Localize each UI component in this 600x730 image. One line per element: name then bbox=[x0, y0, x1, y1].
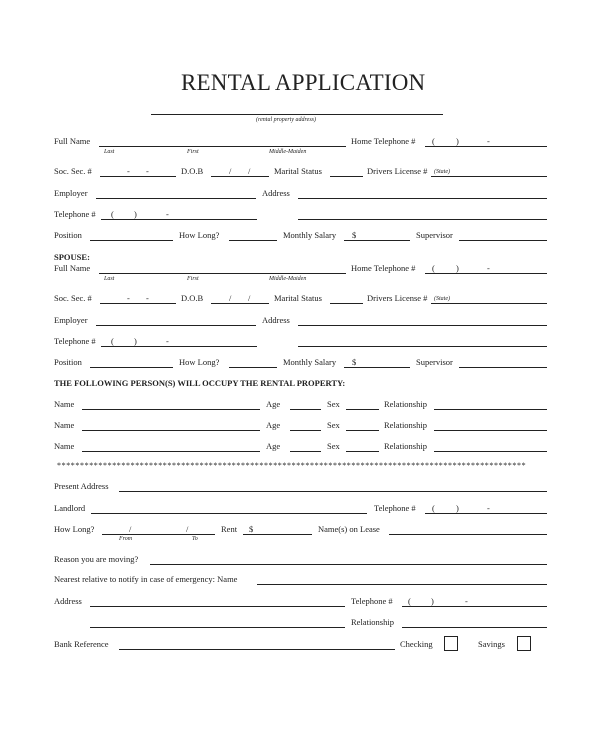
spouse-dob-field[interactable] bbox=[211, 303, 269, 304]
full-name-label: Full Name bbox=[54, 136, 91, 146]
nearest-relative-field[interactable] bbox=[257, 584, 547, 585]
occupant-relationship-field[interactable] bbox=[434, 451, 547, 452]
slash: / bbox=[248, 293, 251, 303]
asterisk-separator: ****************************************************************************************************** bbox=[57, 462, 527, 470]
landlord-field[interactable] bbox=[91, 513, 367, 514]
dash: - bbox=[146, 166, 149, 176]
home-telephone-label: Home Telephone # bbox=[351, 136, 416, 146]
from-caption: From bbox=[119, 536, 133, 542]
occupant-sex-field[interactable] bbox=[346, 451, 379, 452]
spouse-monthly-salary-field[interactable] bbox=[344, 367, 410, 368]
occupant-age-field[interactable] bbox=[290, 430, 321, 431]
spouse-address-label: Address bbox=[262, 315, 290, 325]
paren-close: ) bbox=[134, 209, 137, 219]
residence-how-long-label: How Long? bbox=[54, 524, 95, 534]
occupant-sex-label: Sex bbox=[327, 441, 340, 451]
spouse-full-name-field[interactable] bbox=[99, 273, 346, 274]
page-title: RENTAL APPLICATION bbox=[181, 70, 426, 95]
rent-label: Rent bbox=[221, 524, 238, 534]
marital-status-field[interactable] bbox=[330, 176, 363, 177]
ssn-label: Soc. Sec. # bbox=[54, 166, 92, 176]
supervisor-label: Supervisor bbox=[416, 230, 453, 240]
dollar-sign: $ bbox=[352, 230, 357, 240]
savings-label: Savings bbox=[478, 639, 505, 649]
landlord-telephone-field[interactable] bbox=[425, 513, 547, 514]
occupant-sex-field[interactable] bbox=[346, 430, 379, 431]
dash: - bbox=[127, 293, 130, 303]
spouse-telephone-field[interactable] bbox=[101, 346, 257, 347]
occupant-age-label: Age bbox=[266, 420, 281, 430]
spouse-dob-label: D.O.B bbox=[181, 293, 204, 303]
spouse-ssn-label: Soc. Sec. # bbox=[54, 293, 92, 303]
landlord-label: Landlord bbox=[54, 503, 86, 513]
checking-label: Checking bbox=[400, 639, 433, 649]
savings-checkbox[interactable] bbox=[517, 636, 531, 651]
sub-label-middle: Middle-Maiden bbox=[269, 276, 307, 282]
slash: / bbox=[229, 293, 232, 303]
spouse-ssn-field[interactable] bbox=[100, 303, 176, 304]
drivers-license-field[interactable] bbox=[431, 176, 547, 177]
occupant-age-label: Age bbox=[266, 441, 281, 451]
spouse-full-name-label: Full Name bbox=[54, 263, 91, 273]
monthly-salary-label: Monthly Salary bbox=[283, 230, 337, 240]
spouse-telephone-label: Telephone # bbox=[54, 336, 96, 346]
address-label: Address bbox=[262, 188, 290, 198]
occupant-name-field[interactable] bbox=[82, 451, 260, 452]
spouse-position-field[interactable] bbox=[90, 367, 173, 368]
spouse-how-long-field[interactable] bbox=[229, 367, 277, 368]
dollar-sign: $ bbox=[352, 357, 357, 367]
position-field[interactable] bbox=[90, 240, 173, 241]
property-address-line[interactable] bbox=[151, 114, 443, 115]
bank-reference-field[interactable] bbox=[119, 649, 395, 650]
spouse-supervisor-label: Supervisor bbox=[416, 357, 453, 367]
present-address-label: Present Address bbox=[54, 481, 109, 491]
dash: - bbox=[166, 209, 169, 219]
occupant-name-field[interactable] bbox=[82, 409, 260, 410]
supervisor-field[interactable] bbox=[459, 240, 547, 241]
employer-address-line-2[interactable] bbox=[298, 219, 547, 220]
paren-open: ( bbox=[111, 209, 114, 219]
spouse-home-telephone-field[interactable] bbox=[425, 273, 547, 274]
spouse-supervisor-field[interactable] bbox=[459, 367, 547, 368]
occupant-age-field[interactable] bbox=[290, 409, 321, 410]
dash: - bbox=[465, 596, 468, 606]
relative-address-field[interactable] bbox=[90, 606, 345, 607]
telephone-label: Telephone # bbox=[54, 209, 96, 219]
employer-address-field[interactable] bbox=[298, 198, 547, 199]
sub-label-first: First bbox=[187, 276, 199, 282]
spouse-how-long-label: How Long? bbox=[179, 357, 220, 367]
paren-close: ) bbox=[431, 596, 434, 606]
state-caption: (State) bbox=[434, 296, 450, 302]
spouse-marital-status-label: Marital Status bbox=[274, 293, 322, 303]
property-address-caption: (rental property address) bbox=[256, 117, 316, 123]
sub-label-last: Last bbox=[104, 149, 115, 155]
relative-telephone-label: Telephone # bbox=[351, 596, 393, 606]
paren-open: ( bbox=[432, 503, 435, 513]
dob-field[interactable] bbox=[211, 176, 269, 177]
occupant-relationship-label: Relationship bbox=[384, 420, 427, 430]
occupant-relationship-field[interactable] bbox=[434, 409, 547, 410]
occupant-name-label: Name bbox=[54, 441, 75, 451]
occupant-sex-label: Sex bbox=[327, 399, 340, 409]
relative-relationship-label: Relationship bbox=[351, 617, 394, 627]
paren-open: ( bbox=[432, 136, 435, 146]
dash: - bbox=[487, 263, 490, 273]
paren-close: ) bbox=[134, 336, 137, 346]
landlord-telephone-label: Telephone # bbox=[374, 503, 416, 513]
slash: / bbox=[229, 166, 232, 176]
relative-address-label: Address bbox=[54, 596, 82, 606]
dash: - bbox=[487, 136, 490, 146]
paren-open: ( bbox=[408, 596, 411, 606]
dash: - bbox=[146, 293, 149, 303]
occupant-relationship-field[interactable] bbox=[434, 430, 547, 431]
occupant-name-field[interactable] bbox=[82, 430, 260, 431]
ssn-field[interactable] bbox=[100, 176, 176, 177]
spouse-monthly-salary-label: Monthly Salary bbox=[283, 357, 337, 367]
how-long-field[interactable] bbox=[229, 240, 277, 241]
sub-label-middle: Middle-Maiden bbox=[269, 149, 307, 155]
spouse-employer-address-line-2[interactable] bbox=[298, 346, 547, 347]
sub-label-last: Last bbox=[104, 276, 115, 282]
spouse-drivers-license-label: Drivers License # bbox=[367, 293, 428, 303]
spouse-position-label: Position bbox=[54, 357, 82, 367]
marital-status-label: Marital Status bbox=[274, 166, 322, 176]
employer-label: Employer bbox=[54, 188, 88, 198]
employer-field[interactable] bbox=[96, 198, 256, 199]
paren-open: ( bbox=[432, 263, 435, 273]
state-caption: (State) bbox=[434, 169, 450, 175]
slash: / bbox=[248, 166, 251, 176]
occupant-name-label: Name bbox=[54, 399, 75, 409]
occupant-age-label: Age bbox=[266, 399, 281, 409]
relative-telephone-field[interactable] bbox=[402, 606, 547, 607]
dash: - bbox=[487, 503, 490, 513]
slash: / bbox=[186, 524, 189, 534]
occupant-age-field[interactable] bbox=[290, 451, 321, 452]
dob-label: D.O.B bbox=[181, 166, 204, 176]
paren-close: ) bbox=[456, 503, 459, 513]
spouse-employer-address-field[interactable] bbox=[298, 325, 547, 326]
position-label: Position bbox=[54, 230, 82, 240]
residence-how-long-field[interactable] bbox=[102, 534, 215, 535]
spouse-marital-status-field[interactable] bbox=[330, 303, 363, 304]
telephone-field[interactable] bbox=[101, 219, 257, 220]
reason-moving-label: Reason you are moving? bbox=[54, 554, 139, 564]
full-name-field[interactable] bbox=[99, 146, 346, 147]
occupant-relationship-label: Relationship bbox=[384, 399, 427, 409]
how-long-label: How Long? bbox=[179, 230, 220, 240]
spouse-home-telephone-label: Home Telephone # bbox=[351, 263, 416, 273]
slash: / bbox=[129, 524, 132, 534]
names-on-lease-field[interactable] bbox=[389, 534, 547, 535]
occupants-heading: THE FOLLOWING PERSON(S) WILL OCCUPY THE RENTAL PROPERTY: bbox=[54, 378, 346, 388]
home-telephone-field[interactable] bbox=[425, 146, 547, 147]
relative-address-line-2[interactable] bbox=[90, 627, 345, 628]
relative-relationship-field[interactable] bbox=[402, 627, 547, 628]
nearest-relative-label: Nearest relative to notify in case of emergency: Name bbox=[54, 574, 238, 584]
monthly-salary-field[interactable] bbox=[344, 240, 410, 241]
dollar-sign: $ bbox=[249, 524, 254, 534]
spouse-heading: SPOUSE: bbox=[54, 252, 90, 262]
occupant-sex-field[interactable] bbox=[346, 409, 379, 410]
reason-moving-field[interactable] bbox=[150, 564, 547, 565]
spouse-drivers-license-field[interactable] bbox=[431, 303, 547, 304]
names-on-lease-label: Name(s) on Lease bbox=[318, 524, 380, 534]
bank-reference-label: Bank Reference bbox=[54, 639, 109, 649]
spouse-employer-label: Employer bbox=[54, 315, 88, 325]
spouse-employer-field[interactable] bbox=[96, 325, 256, 326]
sub-label-first: First bbox=[187, 149, 199, 155]
present-address-field[interactable] bbox=[119, 491, 547, 492]
dash: - bbox=[166, 336, 169, 346]
drivers-license-label: Drivers License # bbox=[367, 166, 428, 176]
paren-close: ) bbox=[456, 136, 459, 146]
paren-close: ) bbox=[456, 263, 459, 273]
occupant-sex-label: Sex bbox=[327, 420, 340, 430]
rent-field[interactable] bbox=[243, 534, 312, 535]
checking-checkbox[interactable] bbox=[444, 636, 458, 651]
dash: - bbox=[127, 166, 130, 176]
paren-open: ( bbox=[111, 336, 114, 346]
to-caption: To bbox=[192, 536, 198, 542]
occupant-name-label: Name bbox=[54, 420, 75, 430]
occupant-relationship-label: Relationship bbox=[384, 441, 427, 451]
